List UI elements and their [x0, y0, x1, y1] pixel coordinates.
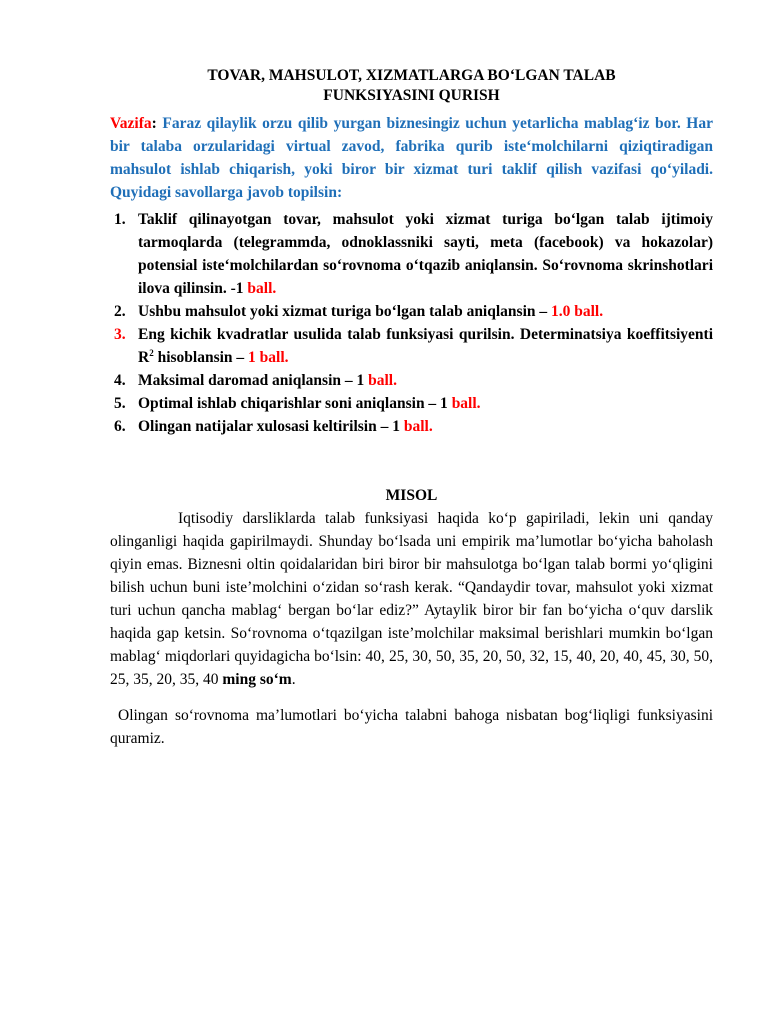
currency-unit: ming so‘m: [222, 671, 292, 688]
question-score: ball.: [247, 280, 277, 297]
example-paragraph-text: Iqtisodiy darsliklarda talab funksiyasi haqida ko‘p gapiriladi, lekin uni qanday olinganligi haqida gapirilmaydi. Shunday bo‘lsada uni empirik ma’lumotlar bo‘yicha baholash qiyin emas. Biznesni oltin qoidalaridan biri biror bir mahsulotga bo‘lgan talab bormi yo‘qligini bilish uchun buni iste’molchini o‘zidan so‘rash kerak. “Qandaydir tovar, mahsulot yoki xizmat turi uchun qancha mablag‘ bergan bo‘lar ediz?” Aytaylik biror bir fan bo‘yicha o‘quv darslik haqida gap ketsin. So‘rovnoma o‘tqazilgan iste’molchilar maksimal berishlari mumkin bo‘lgan mablag‘ miqdorlari quyidagicha bo‘lsin: 40, 25, 30, 50, 35, 20, 50, 32, 15, 40, 20, 40, 45, 30, 50, 25, 35, 20, 35, 40: [110, 510, 713, 688]
document-title: [110, 66, 713, 106]
paragraph-end: .: [291, 671, 296, 688]
question-number: 6.: [114, 418, 126, 435]
document-page: [110, 66, 713, 750]
question-text: Olingan natijalar xulosasi keltirilsin – 1: [138, 418, 404, 435]
task-label: Vazifa: [110, 115, 152, 132]
question-text: Maksimal daromad aniqlansin – 1: [138, 372, 369, 389]
question-score: 1 ball.: [248, 349, 289, 366]
example-paragraph: [110, 507, 713, 691]
question-number: 2.: [114, 303, 126, 320]
question-score: ball.: [368, 372, 397, 389]
superscript: 2: [149, 347, 154, 358]
question-text: Eng kichik kvadratlar usulida talab funksiyasi qurilsin. Determinatsiya koeffitsiyenti R: [138, 326, 713, 366]
questions-list: [110, 208, 713, 438]
question-item: [110, 392, 713, 415]
question-item: [110, 323, 713, 369]
conclusion-paragraph: Olingan so‘rovnoma ma’lumotlari bo‘yicha talabni bahoga nisbatan bog‘liqligi funksiyasini quramiz.: [110, 707, 713, 747]
question-score: ball.: [451, 395, 481, 412]
title-line-2: FUNKSIYASINI QURISH: [323, 87, 500, 104]
question-number: 4.: [114, 372, 126, 389]
question-number: 1.: [114, 211, 126, 228]
question-text-cont: hisoblansin –: [153, 349, 249, 366]
task-colon: :: [151, 115, 157, 132]
question-score: 1.0 ball.: [551, 303, 604, 320]
example-heading: MISOL: [385, 487, 438, 504]
title-line-1: TOVAR, MAHSULOT, XIZMATLARGA BO‘LGAN TALAB: [207, 67, 616, 84]
question-item: [110, 369, 713, 392]
question-number: 3.: [114, 326, 126, 343]
question-item: [110, 208, 713, 300]
task-text: Faraz qilaylik orzu qilib yurgan biznesingiz uchun yetarlicha mablag‘iz bor. Har bir talaba orzularidagi virtual zavod, fabrika qurib iste‘molchilarni qiziqtiradigan mahsulot ishlab chiqarish, yoki biror bir xizmat turi taklif qilish vazifasi qo‘yiladi. Quyidagi savollarga javob topilsin:: [110, 115, 713, 201]
task-paragraph: [110, 112, 713, 204]
question-text: Ushbu mahsulot yoki xizmat turiga bo‘lgan talab aniqlansin –: [138, 303, 551, 320]
question-text: Taklif qilinayotgan tovar, mahsulot yoki xizmat turiga bo‘lgan talab ijtimoiy tarmoqlarda (telegrammda, odnoklassniki sayti, meta (facebook) va hokazolar) potensial iste‘molchilardan so‘rovnoma o‘tqazib aniqlansin. So‘rovnoma skrinshotlari ilova qilinsin. -1: [138, 211, 713, 297]
question-number: 5.: [114, 395, 126, 412]
question-text: Optimal ishlab chiqarishlar soni aniqlansin – 1: [138, 395, 452, 412]
question-item: [110, 415, 713, 438]
question-item: [110, 300, 713, 323]
question-score: ball.: [403, 418, 433, 435]
